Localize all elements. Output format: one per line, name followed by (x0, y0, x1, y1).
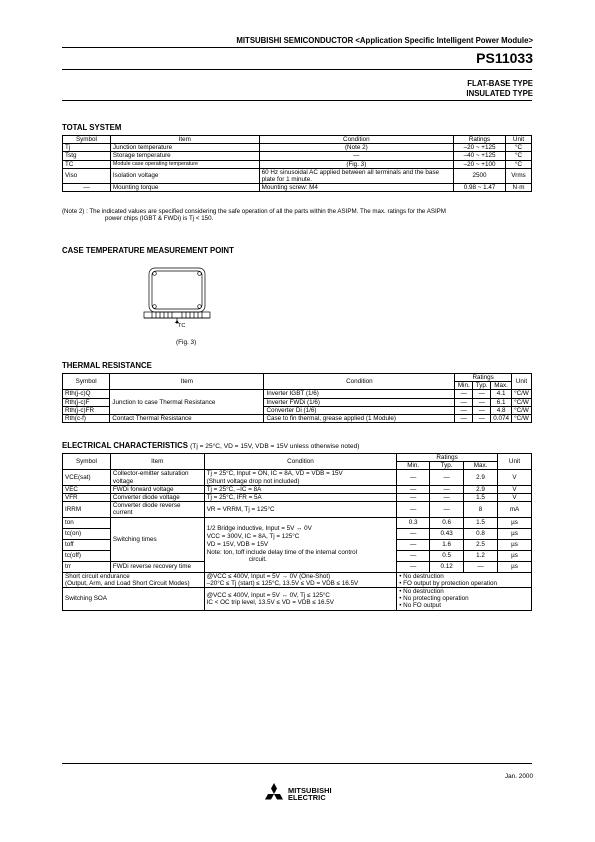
note-label: (Note 2) : (62, 208, 88, 215)
table-row (63, 494, 532, 502)
table-row (63, 152, 532, 160)
rating-cell: –20 ~ +125 (454, 144, 506, 152)
symbol-cell: Rth(c-f) (63, 415, 110, 423)
thermal-title: THERMAL RESISTANCE (62, 361, 152, 370)
type-line-2: INSULATED TYPE (466, 89, 533, 98)
min-cell: — (397, 528, 430, 539)
total-system-title: TOTAL SYSTEM (62, 123, 122, 132)
header-item: Item (110, 454, 204, 470)
note-text: The indicated values are specified considering the safe operation of all the parts within the ASIPM. The max. ratings for the ASIPM (89, 208, 446, 215)
condition-cell: Tj = 25°C, –IC = 8A (204, 485, 397, 493)
condition-line: Tj = 25°C, Input = ON, IC = 8A, VD = VDB = 15V (206, 470, 343, 478)
symbol-cell: Rth(j-c)Q (63, 390, 110, 398)
symbol-cell: TC (63, 160, 111, 168)
condition-cell: — (259, 152, 454, 160)
result-line: • No FO output (399, 602, 441, 610)
note-2 (62, 208, 532, 223)
condition-line: 1/2 Bridge inductive, Input = 5V ↔ 0V (206, 525, 312, 533)
item-cell: FWDi reverse recovery time (110, 561, 204, 572)
footer-rule (62, 763, 532, 764)
unit-cell: µs (498, 550, 532, 561)
header-max: Max. (491, 382, 512, 390)
table-row (63, 415, 532, 423)
table-row (63, 184, 532, 192)
item-cell: Module case operating temperature (110, 160, 259, 168)
min-cell: — (397, 539, 430, 550)
max-cell: 4.8 (491, 406, 512, 414)
typ-cell: 0.5 (430, 550, 464, 561)
unit-cell: µs (498, 561, 532, 572)
item-cell: Junction to case Thermal Resistance (110, 390, 264, 415)
unit-cell: µs (498, 528, 532, 539)
max-cell: 0.074 (491, 415, 512, 423)
condition-line: VCC = 300V, IC = 8A, Tj = 125°C (206, 532, 300, 540)
min-cell: — (455, 406, 473, 414)
table-row (63, 144, 532, 152)
rating-cell: –20 ~ +100 (454, 160, 506, 168)
logo-text (288, 787, 332, 802)
logo-line-2: ELECTRIC (288, 793, 326, 803)
table-row (63, 502, 532, 517)
min-cell: — (397, 561, 430, 572)
min-cell: — (397, 470, 430, 485)
item-cell: Isolation voltage (110, 168, 259, 183)
min-cell: — (455, 390, 473, 398)
result-line: • No destruction (399, 588, 444, 596)
max-cell: 0.8 (464, 528, 498, 539)
symbol-cell: Rth(j-c)FR (63, 406, 110, 414)
header-unit: Unit (498, 454, 532, 470)
max-cell: 2.5 (464, 539, 498, 550)
unit-cell: °C (505, 160, 531, 168)
unit-cell: Vrms (505, 168, 531, 183)
condition-line: Note: ton, toff include delay time of the internal control (206, 548, 358, 556)
max-cell: 1.5 (464, 494, 498, 502)
item-cell: Contact Thermal Resistance (110, 415, 264, 423)
unit-cell: µs (498, 517, 532, 528)
typ-cell: 0.43 (430, 528, 464, 539)
three-diamonds-icon (262, 782, 286, 806)
typ-cell: — (473, 406, 491, 414)
condition-cell (204, 517, 397, 572)
typ-cell: — (430, 502, 464, 517)
unit-cell: V (498, 470, 532, 485)
unit-cell: °C/W (511, 406, 531, 414)
case-temp-title: CASE TEMPERATURE MEASUREMENT POINT (62, 246, 234, 255)
max-cell: 6.1 (491, 398, 512, 406)
symbol-cell: trr (63, 561, 111, 572)
table-row (63, 572, 532, 587)
header-item: Item (110, 374, 264, 390)
symbol-cell: IRRM (63, 502, 111, 517)
typ-cell: — (473, 415, 491, 423)
typ-cell: 1.6 (430, 539, 464, 550)
table-row (63, 168, 532, 183)
mitsubishi-logo (262, 781, 342, 807)
typ-cell: 0.12 (430, 561, 464, 572)
header-typ: Typ. (430, 462, 464, 470)
header-rule-3 (62, 100, 532, 101)
max-cell: — (464, 561, 498, 572)
item-line: Short circuit endurance (65, 572, 130, 580)
condition-line: @VCC ≤ 400V, Input = 5V → 0V (One-Shot) (206, 572, 331, 580)
condition-cell: Tj = 25°C, IFR = 5A (204, 494, 397, 502)
header-condition: Condition (259, 136, 454, 144)
header-item: Item (110, 136, 259, 144)
logo-line-1: MITSUBISHI (288, 786, 332, 795)
result-line: • No protecting operation (399, 595, 469, 603)
condition-line: @VCC ≤ 400V, Input = 5V ↔ 0V, Tj ≤ 125°C (206, 591, 330, 599)
header-unit: Unit (505, 136, 531, 144)
condition-cell: Case to fin thermal, grease applied (1 Module) (264, 415, 455, 423)
header-typ: Typ. (473, 382, 491, 390)
item-line: (Output, Arm, and Load Short Circuit Modes) (65, 579, 190, 587)
item-cell: Switching SOA (63, 588, 205, 611)
typ-cell: — (473, 390, 491, 398)
company-line: MITSUBISHI SEMICONDUCTOR <Application Specific Intelligent Power Module> (236, 36, 533, 45)
unit-cell: °C/W (511, 398, 531, 406)
table-header-row (63, 374, 532, 382)
typ-cell: — (430, 494, 464, 502)
electrical-title-condition: (Tj = 25°C, VD = 15V, VDB = 15V unless otherwise noted) (190, 443, 360, 450)
unit-cell: µs (498, 539, 532, 550)
condition-cell: Mounting screw: M4 (259, 184, 454, 192)
fig-caption: (Fig. 3) (176, 339, 197, 346)
condition-cell: (Note 2) (259, 144, 454, 152)
result-line: • No destruction (399, 572, 444, 580)
header-symbol: Symbol (63, 374, 110, 390)
header-symbol: Symbol (63, 454, 111, 470)
typ-cell: — (430, 470, 464, 485)
rating-cell: 0.98 ~ 1.47 (454, 184, 506, 192)
typ-cell: 0.6 (430, 517, 464, 528)
max-cell: 2.9 (464, 485, 498, 493)
header-ratings: Ratings (397, 454, 498, 462)
note-text-2: power chips (IGBT & FWDi) is Tj < 150. (105, 215, 214, 223)
item-cell: Collector-emitter saturation voltage (110, 470, 204, 485)
header-rule (62, 47, 532, 48)
symbol-cell: VFR (63, 494, 111, 502)
tc-label: TC (178, 323, 186, 329)
item-cell: Converter diode voltage (110, 494, 204, 502)
condition-line: circuit. (248, 556, 267, 564)
item-cell (63, 572, 205, 587)
unit-cell: N·m (505, 184, 531, 192)
header-unit: Unit (511, 374, 531, 390)
unit-cell: V (498, 494, 532, 502)
table-row (63, 588, 532, 611)
symbol-cell: tc(off) (63, 550, 111, 561)
rating-cell: 2500 (454, 168, 506, 183)
max-cell: 4.1 (491, 390, 512, 398)
condition-line: –20°C ≤ Tj (start) ≤ 125°C, 13.5V ≤ VD = VDB ≤ 16.5V (206, 579, 359, 587)
condition-cell (204, 588, 397, 611)
condition-line: IC < OC trip level, 13.5V ≤ VD = VDB ≤ 16.5V (206, 598, 334, 606)
table-header-row (63, 136, 532, 144)
type-line-1: FLAT-BASE TYPE (467, 79, 533, 88)
typ-cell: — (430, 485, 464, 493)
header-max: Max. (464, 462, 498, 470)
condition-cell: Converter Di (1/6) (264, 406, 455, 414)
condition-line: VD = 15V, VDB = 15V (206, 540, 269, 548)
total-system-table (62, 135, 532, 192)
item-cell: FWDi forward voltage (110, 485, 204, 493)
unit-cell: °C (505, 152, 531, 160)
header-symbol: Symbol (63, 136, 111, 144)
symbol-cell: VCE(sat) (63, 470, 111, 485)
unit-cell: °C/W (511, 390, 531, 398)
header-rule-2 (62, 69, 532, 70)
result-line: • FO output by protection operation (399, 579, 497, 587)
condition-cell: Inverter IGBT (1/6) (264, 390, 455, 398)
rating-cell: –40 ~ +125 (454, 152, 506, 160)
result-cell (397, 572, 532, 587)
unit-cell: V (498, 485, 532, 493)
item-cell: Converter diode reverse current (110, 502, 204, 517)
table-row (63, 160, 532, 168)
typ-cell: — (473, 398, 491, 406)
item-cell: Storage temperature (110, 152, 259, 160)
header-ratings: Ratings (455, 374, 512, 382)
table-row (63, 517, 532, 528)
symbol-cell: ton (63, 517, 111, 528)
condition-cell (204, 470, 397, 485)
table-row (63, 390, 532, 398)
unit-cell: mA (498, 502, 532, 517)
min-cell: — (455, 398, 473, 406)
item-cell: Junction temperature (110, 144, 259, 152)
unit-cell: °C/W (511, 415, 531, 423)
item-cell: Mounting torque (110, 184, 259, 192)
module-outline-diagram (142, 264, 212, 336)
min-cell: — (455, 415, 473, 423)
max-cell: 2.9 (464, 470, 498, 485)
item-cell: Switching times (110, 517, 204, 561)
electrical-title-line (62, 441, 359, 450)
header-min: Min. (397, 462, 430, 470)
part-number: PS11033 (476, 50, 533, 66)
condition-cell: 60 Hz sinusoidal AC applied between all terminals and the base plate for 1 minute. (259, 168, 454, 183)
symbol-cell: VEC (63, 485, 111, 493)
symbol-cell: toff (63, 539, 111, 550)
max-cell: 1.2 (464, 550, 498, 561)
symbol-cell: Rth(j-c)F (63, 398, 110, 406)
table-header-row (63, 454, 532, 462)
header-ratings: Ratings (454, 136, 506, 144)
electrical-table (62, 453, 532, 611)
table-row (63, 470, 532, 485)
condition-cell: Inverter FWDi (1/6) (264, 398, 455, 406)
symbol-cell: Tj (63, 144, 111, 152)
unit-cell: °C (505, 144, 531, 152)
condition-cell: VR = VRRM, Tj = 125°C (204, 502, 397, 517)
min-cell: — (397, 494, 430, 502)
symbol-cell: Tstg (63, 152, 111, 160)
header-condition: Condition (204, 454, 397, 470)
header-condition: Condition (264, 374, 455, 390)
result-cell (397, 588, 532, 611)
electrical-title: ELECTRICAL CHARACTERISTICS (62, 441, 188, 450)
min-cell: 0.3 (397, 517, 430, 528)
min-cell: — (397, 485, 430, 493)
max-cell: 1.5 (464, 517, 498, 528)
footer-date: Jan. 2000 (504, 773, 533, 780)
max-cell: 8 (464, 502, 498, 517)
thermal-table (62, 373, 532, 423)
condition-cell: (Fig. 3) (259, 160, 454, 168)
symbol-cell: tc(on) (63, 528, 111, 539)
condition-line: (Shunt voltage drop not included) (206, 477, 300, 485)
min-cell: — (397, 550, 430, 561)
min-cell: — (397, 502, 430, 517)
condition-cell (204, 572, 397, 587)
header-min: Min. (455, 382, 473, 390)
table-row (63, 485, 532, 493)
symbol-cell: Viso (63, 168, 111, 183)
symbol-cell: — (63, 184, 111, 192)
